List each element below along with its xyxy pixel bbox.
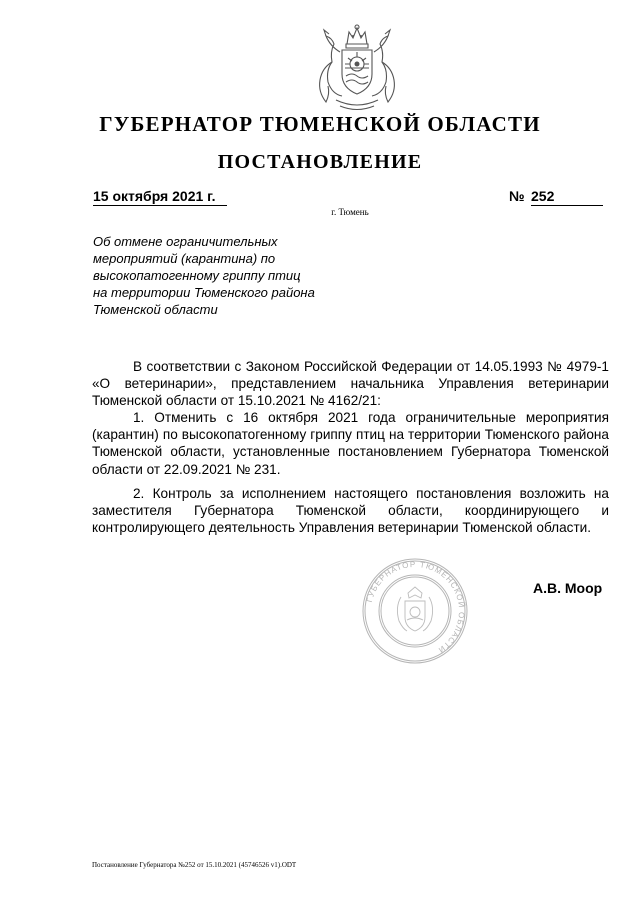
- clause-2-paragraph: 2. Контроль за исполнением настоящего постановления возложить на заместителя Губернатора Тюменской области, координирующего и контролирующего деятельность Управления ветеринарии Тюменской области.: [92, 486, 609, 536]
- document-footer: Постановление Губернатора №252 от 15.10.2021 (45746526 v1).ODT: [92, 861, 297, 869]
- subject-line: Тюменской области: [93, 302, 218, 317]
- document-number: 252: [531, 188, 603, 206]
- document-number-label: №: [509, 188, 525, 204]
- issuing-city: г. Тюмень: [331, 207, 369, 217]
- tyumen-oblast-coat-of-arms-icon: [312, 22, 402, 114]
- subject-line: Об отмене ограничительных: [93, 234, 278, 249]
- authority-title: ГУБЕРНАТОР ТЮМЕНСКОЙ ОБЛАСТИ: [99, 112, 541, 136]
- subject-line: на территории Тюменского района: [93, 285, 315, 300]
- subject-line: высокопатогенному гриппу птиц: [93, 268, 301, 283]
- svg-text:ГУБЕРНАТОР ТЮМЕНСКОЙ ОБЛАСТИ: ГУБЕРНАТОР ТЮМЕНСКОЙ ОБЛАСТИ: [364, 559, 467, 655]
- document-date: 15 октября 2021 г.: [93, 188, 227, 206]
- preamble-paragraph: В соответствии с Законом Российской Федерации от 14.05.1993 № 4979-1 «О ветеринарии», представлением начальника Управления ветеринарии Тюменской области от 15.10.2021 № 4162/21:: [92, 359, 609, 409]
- document-type-title: ПОСТАНОВЛЕНИЕ: [217, 151, 423, 173]
- official-seal-icon: [361, 557, 469, 665]
- clause-1-paragraph: 1. Отменить с 16 октября 2021 года ограничительные мероприятия (карантин) по высокопатогенному гриппу птиц на территории Тюменского района Тюменской области, установленные постановлением Губернатора Тюменской области от 22.09.2021 № 231.: [92, 410, 609, 477]
- signer-name: А.В. Моор: [533, 580, 603, 596]
- subject-line: мероприятий (карантина) по: [93, 251, 276, 266]
- document-subject: [93, 233, 353, 318]
